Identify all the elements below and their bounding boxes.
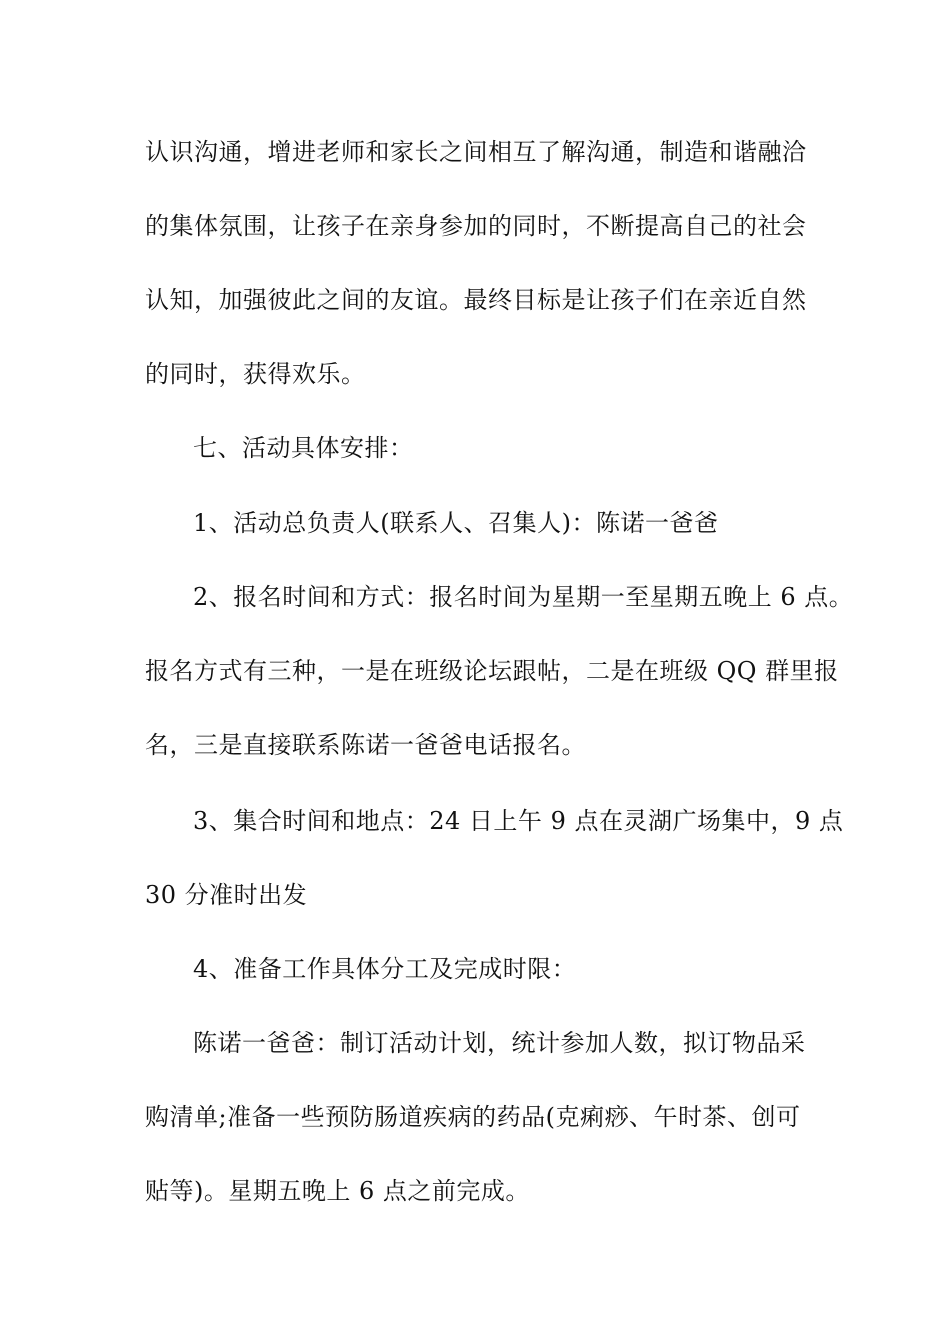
item-2-line-2: 报名方式有三种，一是在班级论坛跟帖，二是在班级 QQ 群里报 xyxy=(145,657,839,685)
duty-line-2: 购清单;准备一些预防肠道疾病的药品(克痢痧、午时茶、创可 xyxy=(145,1103,801,1131)
paragraph-line-4: 的同时，获得欢乐。 xyxy=(145,360,366,388)
item-2-line-3: 名，三是直接联系陈诺一爸爸电话报名。 xyxy=(145,731,586,759)
item-4-line: 4、准备工作具体分工及完成时限： xyxy=(193,955,577,983)
item-1-line: 1、活动总负责人(联系人、召集人)：陈诺一爸爸 xyxy=(193,509,719,537)
paragraph-line-2: 的集体氛围，让孩子在亲身参加的同时，不断提高自己的社会 xyxy=(145,212,807,240)
duty-line-1: 陈诺一爸爸：制订活动计划，统计参加人数，拟订物品采 xyxy=(193,1029,806,1057)
item-3-line-1: 3、集合时间和地点：24 日上午 9 点在灵湖广场集中，9 点 xyxy=(193,807,844,835)
paragraph-line-3: 认知，加强彼此之间的友谊。最终目标是让孩子们在亲近自然 xyxy=(145,286,807,314)
duty-line-3: 贴等)。星期五晚上 6 点之前完成。 xyxy=(145,1177,530,1205)
item-3-line-2: 30 分准时出发 xyxy=(145,881,308,909)
item-2-line-1: 2、报名时间和方式：报名时间为星期一至星期五晚上 6 点。 xyxy=(193,583,854,611)
section-heading: 七、活动具体安排： xyxy=(193,434,414,462)
paragraph-line-1: 认识沟通，增进老师和家长之间相互了解沟通，制造和谐融洽 xyxy=(145,138,807,166)
